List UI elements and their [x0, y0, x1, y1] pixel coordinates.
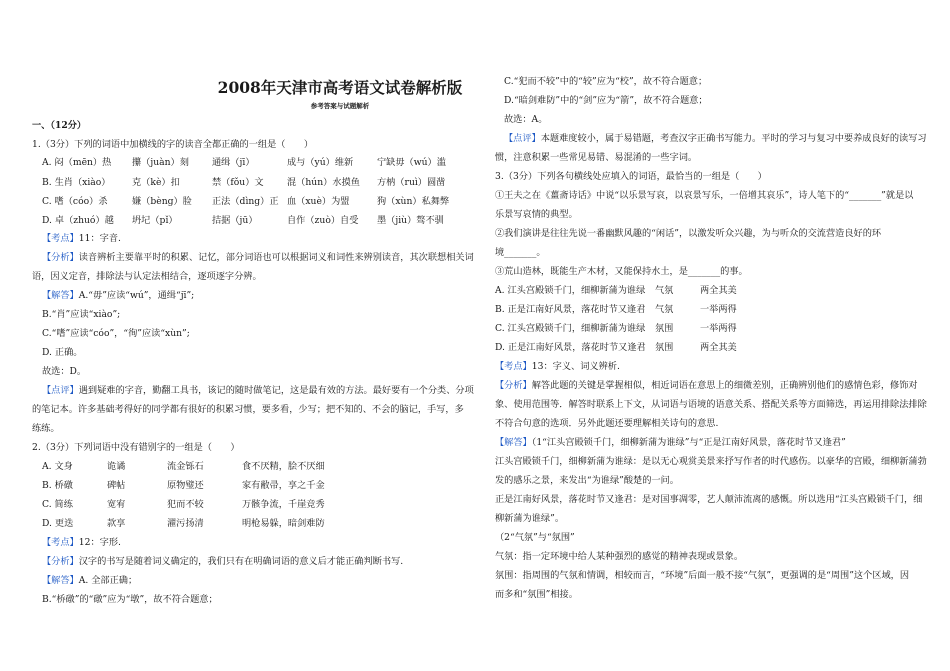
- q3-item-line-1: ①王夫之在《薑斋诗话》中说“以乐景写哀，以哀景写乐，一倍增其哀乐”，诗人笔下的“_______”就是以: [495, 190, 914, 201]
- q1-dianping-line-1: 【点评】遇到疑难的字音，勤翻工具书，该记的随时做笔记，这是最有效的方法。最好要有一个分类、分项: [42, 385, 474, 396]
- q3-kaodian: 【考点】13：字义、词义辨析.: [495, 361, 620, 372]
- question-2-stem: 2.（3分）下列词语中没有错别字的一组是（ ）: [32, 442, 240, 453]
- q2-jieda-answer: 故选：A。: [504, 114, 548, 125]
- q3-fenxi-line-3: 不符合句意的选项．另外此题还要理解相关诗句的意思.: [495, 418, 719, 429]
- page-subtitle: 参考答案与试题解析: [310, 102, 370, 110]
- document-page: 2008年天津市高考语文试卷解析版 参考答案与试题解析 一、（12分） 1.（3分）下列的词语中加横线的字的读音全都正确的一组是（ ） A. 闷（mēn）热 攥（juàn）刻 通缉（jī） 成与（yú）维新 宁缺毋（wú）滥 B. 生肖（xiào） 克（kè）扣 禁（fǒu）文 混（hún）水摸鱼 方枘（ruì）圆凿 C. 嗜（cóo）杀 嫌（bèng）脸 正法（dìng）正 血（xuè）为盟 狗（xùn）私舞弊 D. 卓（zhuó）越 坍圮（pǐ） 拮据（jū） 自作（zuò）自受 墨（jiù）骜不驯 【考点】11：字音. 【分析】读音辨析主要靠平时的积累、记忆，部分词语也可以根据词义和词性来辨别读音，其次联想相关词 语，因义定音，排除法与认定法相结合，逐项逐字分辨。 【解答】A.“毋”应读“wú”，通缉“jī”; B.“肖”应读“xiào”; C.“嗜”应读“cóo”，“徇”应读“xùn”; D. 正确。 故选：D。 【点评】遇到疑难的字音，勤翻工具书，该记的随时做笔记，这是最有效的方法。最好要有一个分类、分项 的笔记本。许多基础考得好的同学都有很好的积累习惯，要多看，少写；把不知的、不会的脑记，手写，多 练练。 2.（3分）下列词语中没有错别字的一组是（ ） A. 文身 诡谲 流金铄石 食不厌精，脍不厌细 B. 桥礅 碑帖 原物璧还 家有敝帚，享之千金 C. 简练 宽宥 犯而不较 万骸争流，千崖竞秀 D. 更迭 款享 濯污扬清 明枪易躲，暗剑难防 【考点】12：字形. 【分析】汉字的书写是随着词义确定的，我们只有在明确词语的意义后才能正确判断书写. 【解答】A. 全部正确； B.“桥礅”的“礅”应为“墩”，故不符合题意； C.“犯而不较”中的“较”应为“校”，故不符合题意； D.“暗剑难防”中的“剑”应为“箭”，故不符合题意； 故选：A。 【点评】本题难度较小，属于易错题，考查汉字正确书写能力。平时的学习与复习中要养成良好的读写习 惯，注意积累一些常见易错、易混淆的一些字词。 3.（3分）下列各句横线处应填入的词语，最恰当的一组是（ ） ①王夫之在《薑斋诗话》中说“以乐景写哀，以哀景写乐，一倍增其哀乐”，诗人笔下的“_______”就是以 乐景写哀情的典型。 ②我们演讲是往往先说一番幽默风趣的“闲话”，以激发听众兴趣，为与听众的交流营造良好的环 境_______。 ③荒山造林，既能生产木材，又能保持水土，是_______的事。 A. 江头宫殿锁千门，细柳新蒲为谁绿 气氛 两全其美 B. 正是江南好风景，落花时节又逢君 气氛 一举两得 C. 江头宫殿锁千门，细柳新蒲为谁绿 氛围 一举两得 D. 正是江南好风景，落花时节又逢君 氛围 两全其美 【考点】13：字义、词义辨析. 【分析】解答此题的关键是掌握相似，相近词语在意思上的细微差别，正确辨别他们的感情色彩，修饰对 象、使用范围等．解答时联系上下文，从词语与语境的语意关系、搭配关系等方面筛选，再运用排除法排除 不符合句意的选项．另外此题还要理解相关诗句的意思. 【解答】（1“江头宫殿锁千门，细柳新蒲为谁绿”与“正是江南好风景，落花时节又逢君” 江头宫殿锁千门，细柳新蒲为谁绿：是以无心观赏美景来抒写作者的时代感伤。以豪华的宫殿，细柳新蒲勃 发的感乐之景，来发出“为谁绿”酸楚的一问。 正是江南好风景，落花时节又逢君：是对国事凋零，艺人颠沛流离的感慨。所以选用“江头宫殿锁千门，细 柳新蒲为谁绿”。 （2“气氛”与“氛围” 气氛：指一定环境中给人某种强烈的感觉的精神表现或景象。 氛围：指周围的气氛和情调，相较而言，“环境”后面一般不接“气氛”，更强调的是“周围”这个区域，因 而多和“氛围”相接。: [32, 76, 927, 605]
- q2-fenxi: 【分析】汉字的书写是随着词义确定的，我们只有在明确词语的意义后才能正确判断书写.: [42, 556, 404, 567]
- q3-jieda-line-1: 【解答】（1“江头宫殿锁千门，细柳新蒲为谁绿”与“正是江南好风景，落花时节又逢君”: [495, 437, 846, 448]
- q3-item-line-2: 乐景写哀情的典型。: [495, 209, 578, 220]
- q2-jieda-line-d: D.“暗剑难防”中的“剑”应为“箭”，故不符合题意；: [504, 95, 708, 106]
- q3-item-line-5: ③荒山造林，既能生产木材，又能保持水土，是_______的事。: [495, 266, 748, 277]
- q2-dianping-line-2: 惯，注意积累一些常见易错、易混淆的一些字词。: [495, 152, 698, 163]
- question-3-stem: 3.（3分）下列各句横线处应填入的词语，最恰当的一组是（ ）: [495, 171, 767, 182]
- q1-fenxi-line-2: 语，因义定音，排除法与认定法相结合，逐项逐字分辨。: [32, 271, 262, 282]
- q2-kaodian: 【考点】12：字形.: [42, 537, 121, 548]
- q3-jieda-line-7: 气氛：指一定环境中给人某种强烈的感觉的精神表现或景象。: [495, 551, 744, 562]
- q1-dianping-line-3: 练练。: [32, 423, 60, 434]
- question-1-stem: 1.（3分）下列的词语中加横线的字的读音全都正确的一组是（ ）: [32, 139, 314, 150]
- q1-jieda-line-5: 故选：D。: [42, 366, 87, 377]
- q1-jieda-line-1: 【解答】A.“毋”应读“wú”，通缉“jī”;: [42, 290, 195, 301]
- q3-jieda-line-3: 发的感乐之景，来发出“为谁绿”酸楚的一问。: [495, 475, 679, 486]
- q1-fenxi-line-1: 【分析】读音辨析主要靠平时的积累、记忆，部分词语也可以根据词义和词性来辨别读音，其次联想相关词: [42, 252, 474, 263]
- page-title: 2008年天津市高考语文试卷解析版: [217, 78, 463, 97]
- q2-dianping-line-1: 【点评】本题难度较小，属于易错题，考查汉字正确书写能力。平时的学习与复习中要养成良好的读写习: [504, 133, 927, 144]
- q3-item-line-3: ②我们演讲是往往先说一番幽默风趣的“闲话”，以激发听众兴趣，为与听众的交流营造良好的环: [495, 228, 882, 239]
- section-heading: 一、（12分）: [32, 120, 87, 131]
- q2-jieda-line-2: B.“桥礅”的“礅”应为“墩”，故不符合题意；: [42, 594, 218, 605]
- q3-jieda-line-9: 而多和“氛围”相接。: [495, 589, 578, 600]
- q1-kaodian: 【考点】11：字音.: [42, 233, 121, 244]
- q3-jieda-line-2: 江头宫殿锁千门，细柳新蒲为谁绿：是以无心观赏美景来抒写作者的时代感伤。以豪华的宫殿，细柳新蒲勃: [495, 456, 927, 467]
- q2-jieda-line-1: 【解答】A. 全部正确；: [42, 575, 138, 586]
- q1-jieda-line-2: B.“肖”应读“xiào”;: [42, 309, 121, 320]
- q3-jieda-line-5: 柳新蒲为谁绿”。: [495, 513, 565, 524]
- q3-jieda-line-6: （2“气氛”与“氛围”: [495, 532, 575, 543]
- q3-item-line-4: 境_______。: [495, 247, 546, 258]
- q1-jieda-line-3: C.“嗜”应读“cóo”，“徇”应读“xùn”;: [42, 328, 190, 339]
- q2-jieda-line-c: C.“犯而不较”中的“较”应为“校”，故不符合题意；: [504, 76, 708, 87]
- q3-fenxi-line-2: 象、使用范围等．解答时联系上下文，从词语与语境的语意关系、搭配关系等方面筛选，再运用排除法排除: [495, 399, 927, 410]
- q1-jieda-line-4: D. 正确。: [42, 347, 83, 358]
- q3-jieda-line-4: 正是江南好风景，落花时节又逢君：是对国事凋零，艺人颠沛流离的感慨。所以选用“江头宫殿锁千门，细: [495, 494, 923, 505]
- q1-dianping-line-2: 的笔记本。许多基础考得好的同学都有很好的积累习惯，要多看，少写；把不知的、不会的脑记，手写，多: [32, 404, 464, 415]
- q3-jieda-line-8: 氛围：指周围的气氛和情调，相较而言，“环境”后面一般不接“气氛”，更强调的是“周围”这个区域，因: [495, 570, 910, 581]
- q3-fenxi-line-1: 【分析】解答此题的关键是掌握相似，相近词语在意思上的细微差别，正确辨别他们的感情色彩，修饰对: [495, 380, 918, 391]
